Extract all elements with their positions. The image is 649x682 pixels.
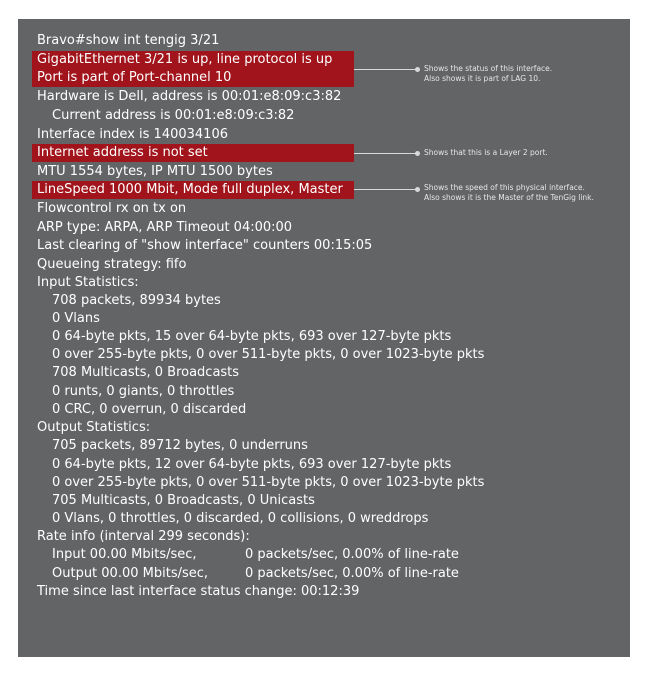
input-stat-line: 0 over 255-byte pkts, 0 over 511-byte pkts, 0 over 1023-byte pkts bbox=[52, 347, 485, 362]
output-stat-line: 705 packets, 89712 bytes, 0 underruns bbox=[52, 438, 308, 453]
rate-input-value: 0 packets/sec, 0.00% of line-rate bbox=[245, 547, 459, 562]
status-annotation-line: Also shows it is part of LAG 10. bbox=[424, 74, 541, 83]
status-annotation-line: Shows the status of this interface. bbox=[424, 64, 553, 73]
speed-connector-line bbox=[354, 189, 417, 190]
port-channel-line-highlight: Port is part of Port-channel 10 bbox=[32, 69, 354, 87]
mtu-line: MTU 1554 bytes, IP MTU 1500 bytes bbox=[37, 164, 273, 179]
flowcontrol-line: Flowcontrol rx on tx on bbox=[37, 201, 187, 216]
last-clearing-line: Last clearing of "show interface" counters 00:15:05 bbox=[37, 238, 373, 253]
rate-output-label: Output 00.00 Mbits/sec, bbox=[52, 566, 209, 581]
speed-annotation-line: Also shows it is the Master of the TenGig link. bbox=[424, 193, 594, 202]
status-line-highlight: GigabitEthernet 3/21 is up, line protocol is up bbox=[32, 51, 354, 69]
output-stat-line: 0 64-byte pkts, 12 over 64-byte pkts, 693 over 127-byte pkts bbox=[52, 457, 452, 472]
linespeed-line-highlight: LineSpeed 1000 Mbit, Mode full duplex, Master bbox=[32, 181, 354, 199]
output-stats-header: Output Statistics: bbox=[37, 420, 151, 435]
current-address-line: Current address is 00:01:e8:09:c3:82 bbox=[52, 108, 295, 123]
hardware-line: Hardware is Dell, address is 00:01:e8:09:c3:82 bbox=[37, 89, 342, 104]
input-stat-line: 0 64-byte pkts, 15 over 64-byte pkts, 693 over 127-byte pkts bbox=[52, 329, 452, 344]
rate-info-header: Rate info (interval 299 seconds): bbox=[37, 529, 250, 544]
input-stat-line: 0 runts, 0 giants, 0 throttles bbox=[52, 384, 235, 399]
status-connector-dot bbox=[415, 67, 420, 72]
arp-line: ARP type: ARPA, ARP Timeout 04:00:00 bbox=[37, 220, 293, 235]
output-stat-line: 705 Multicasts, 0 Broadcasts, 0 Unicasts bbox=[52, 493, 315, 508]
input-stat-line: 0 CRC, 0 overrun, 0 discarded bbox=[52, 402, 247, 417]
speed-annotation-line: Shows the speed of this physical interface. bbox=[424, 183, 585, 192]
speed-connector-dot bbox=[415, 187, 420, 192]
cli-command-line: Bravo#show int tengig 3/21 bbox=[37, 33, 220, 48]
queueing-line: Queueing strategy: fifo bbox=[37, 257, 187, 272]
rate-input-label: Input 00.00 Mbits/sec, bbox=[52, 547, 197, 562]
layer2-connector-dot bbox=[415, 151, 420, 156]
status-connector-line bbox=[354, 69, 417, 70]
input-stat-line: 708 Multicasts, 0 Broadcasts bbox=[52, 365, 240, 380]
layer2-connector-line bbox=[354, 153, 417, 154]
input-stat-line: 0 Vlans bbox=[52, 311, 100, 326]
input-stats-header: Input Statistics: bbox=[37, 275, 139, 290]
layer2-annotation-line: Shows that this is a Layer 2 port. bbox=[424, 148, 548, 157]
input-stat-line: 708 packets, 89934 bytes bbox=[52, 293, 221, 308]
rate-output-value: 0 packets/sec, 0.00% of line-rate bbox=[245, 566, 459, 581]
output-stat-line: 0 Vlans, 0 throttles, 0 discarded, 0 collisions, 0 wreddrops bbox=[52, 511, 429, 526]
internet-address-line-highlight: Internet address is not set bbox=[32, 144, 354, 162]
time-since-change-line: Time since last interface status change: 00:12:39 bbox=[37, 584, 360, 599]
output-stat-line: 0 over 255-byte pkts, 0 over 511-byte pkts, 0 over 1023-byte pkts bbox=[52, 475, 485, 490]
interface-index-line: Interface index is 140034106 bbox=[37, 127, 228, 142]
